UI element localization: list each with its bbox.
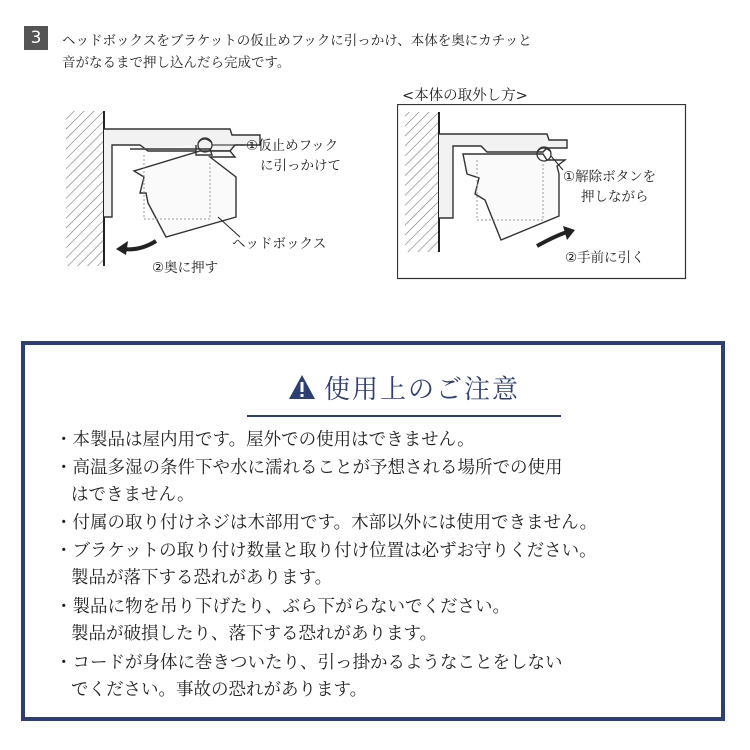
caution-line-10: でください。事故の恐れがあります。 xyxy=(71,680,368,700)
release-label-1: ①解除ボタンを xyxy=(563,169,657,185)
caution-title-text: 使用上のご注意 xyxy=(323,374,520,405)
caution-line-5: ・ブラケットの取り付け数量と取り付け位置は必ずお守りください。 xyxy=(55,541,597,561)
caution-line-2: ・高温多湿の条件下や水に濡れることが予想される場所での使用 xyxy=(55,458,563,478)
caution-line-8: 製品が破損したり、落下する恐れがあります。 xyxy=(71,624,438,644)
caution-line-1: ・本製品は屋内用です。屋外での使用はできません。 xyxy=(55,430,475,450)
release-label-2: 押しながら xyxy=(581,189,649,205)
step-instruction-line-2: 音がなるまで押し込んだら完成です。 xyxy=(62,55,291,71)
hook-label-1: ①仮止めフック xyxy=(246,138,339,154)
caution-line-7: ・製品に物を吊り下げたり、ぶら下がらないでください。 xyxy=(55,597,510,617)
pull-label: ②手前に引く xyxy=(565,250,645,266)
caution-line-3: はできません。 xyxy=(71,485,195,505)
headbox-leader xyxy=(218,217,240,237)
push-label: ②奥に押す xyxy=(152,260,219,276)
step-number-badge: 3 xyxy=(24,26,48,50)
caution-title-underline xyxy=(247,415,561,417)
removal-diagram xyxy=(397,104,687,280)
warning-icon xyxy=(288,374,316,400)
caution-line-6: 製品が落下する恐れがあります。 xyxy=(71,568,333,588)
hook-label-2: に引っかけて xyxy=(260,158,341,174)
push-arrow xyxy=(124,241,156,249)
headbox-label: ヘッドボックス xyxy=(232,236,327,252)
install-diagram xyxy=(60,105,380,285)
caution-title xyxy=(251,367,557,407)
headbox xyxy=(130,145,236,237)
removal-caption: <本体の取外し方> xyxy=(402,88,528,104)
caution-line-9: ・コードが身体に巻きついたり、引っ掛かるようなことをしない xyxy=(55,653,563,673)
caution-line-4: ・付属の取り付けネジは木部用です。木部以外には使用できません。 xyxy=(55,513,598,533)
step-instruction-line-1: ヘッドボックスをブラケットの仮止めフックに引っかけ、本体を奥にカチッと xyxy=(62,33,532,49)
pull-arrow xyxy=(537,232,567,246)
wall-hatch xyxy=(66,111,104,266)
caution-box xyxy=(21,341,725,721)
wall-hatch-right xyxy=(405,112,439,252)
headbox-right xyxy=(463,154,565,240)
